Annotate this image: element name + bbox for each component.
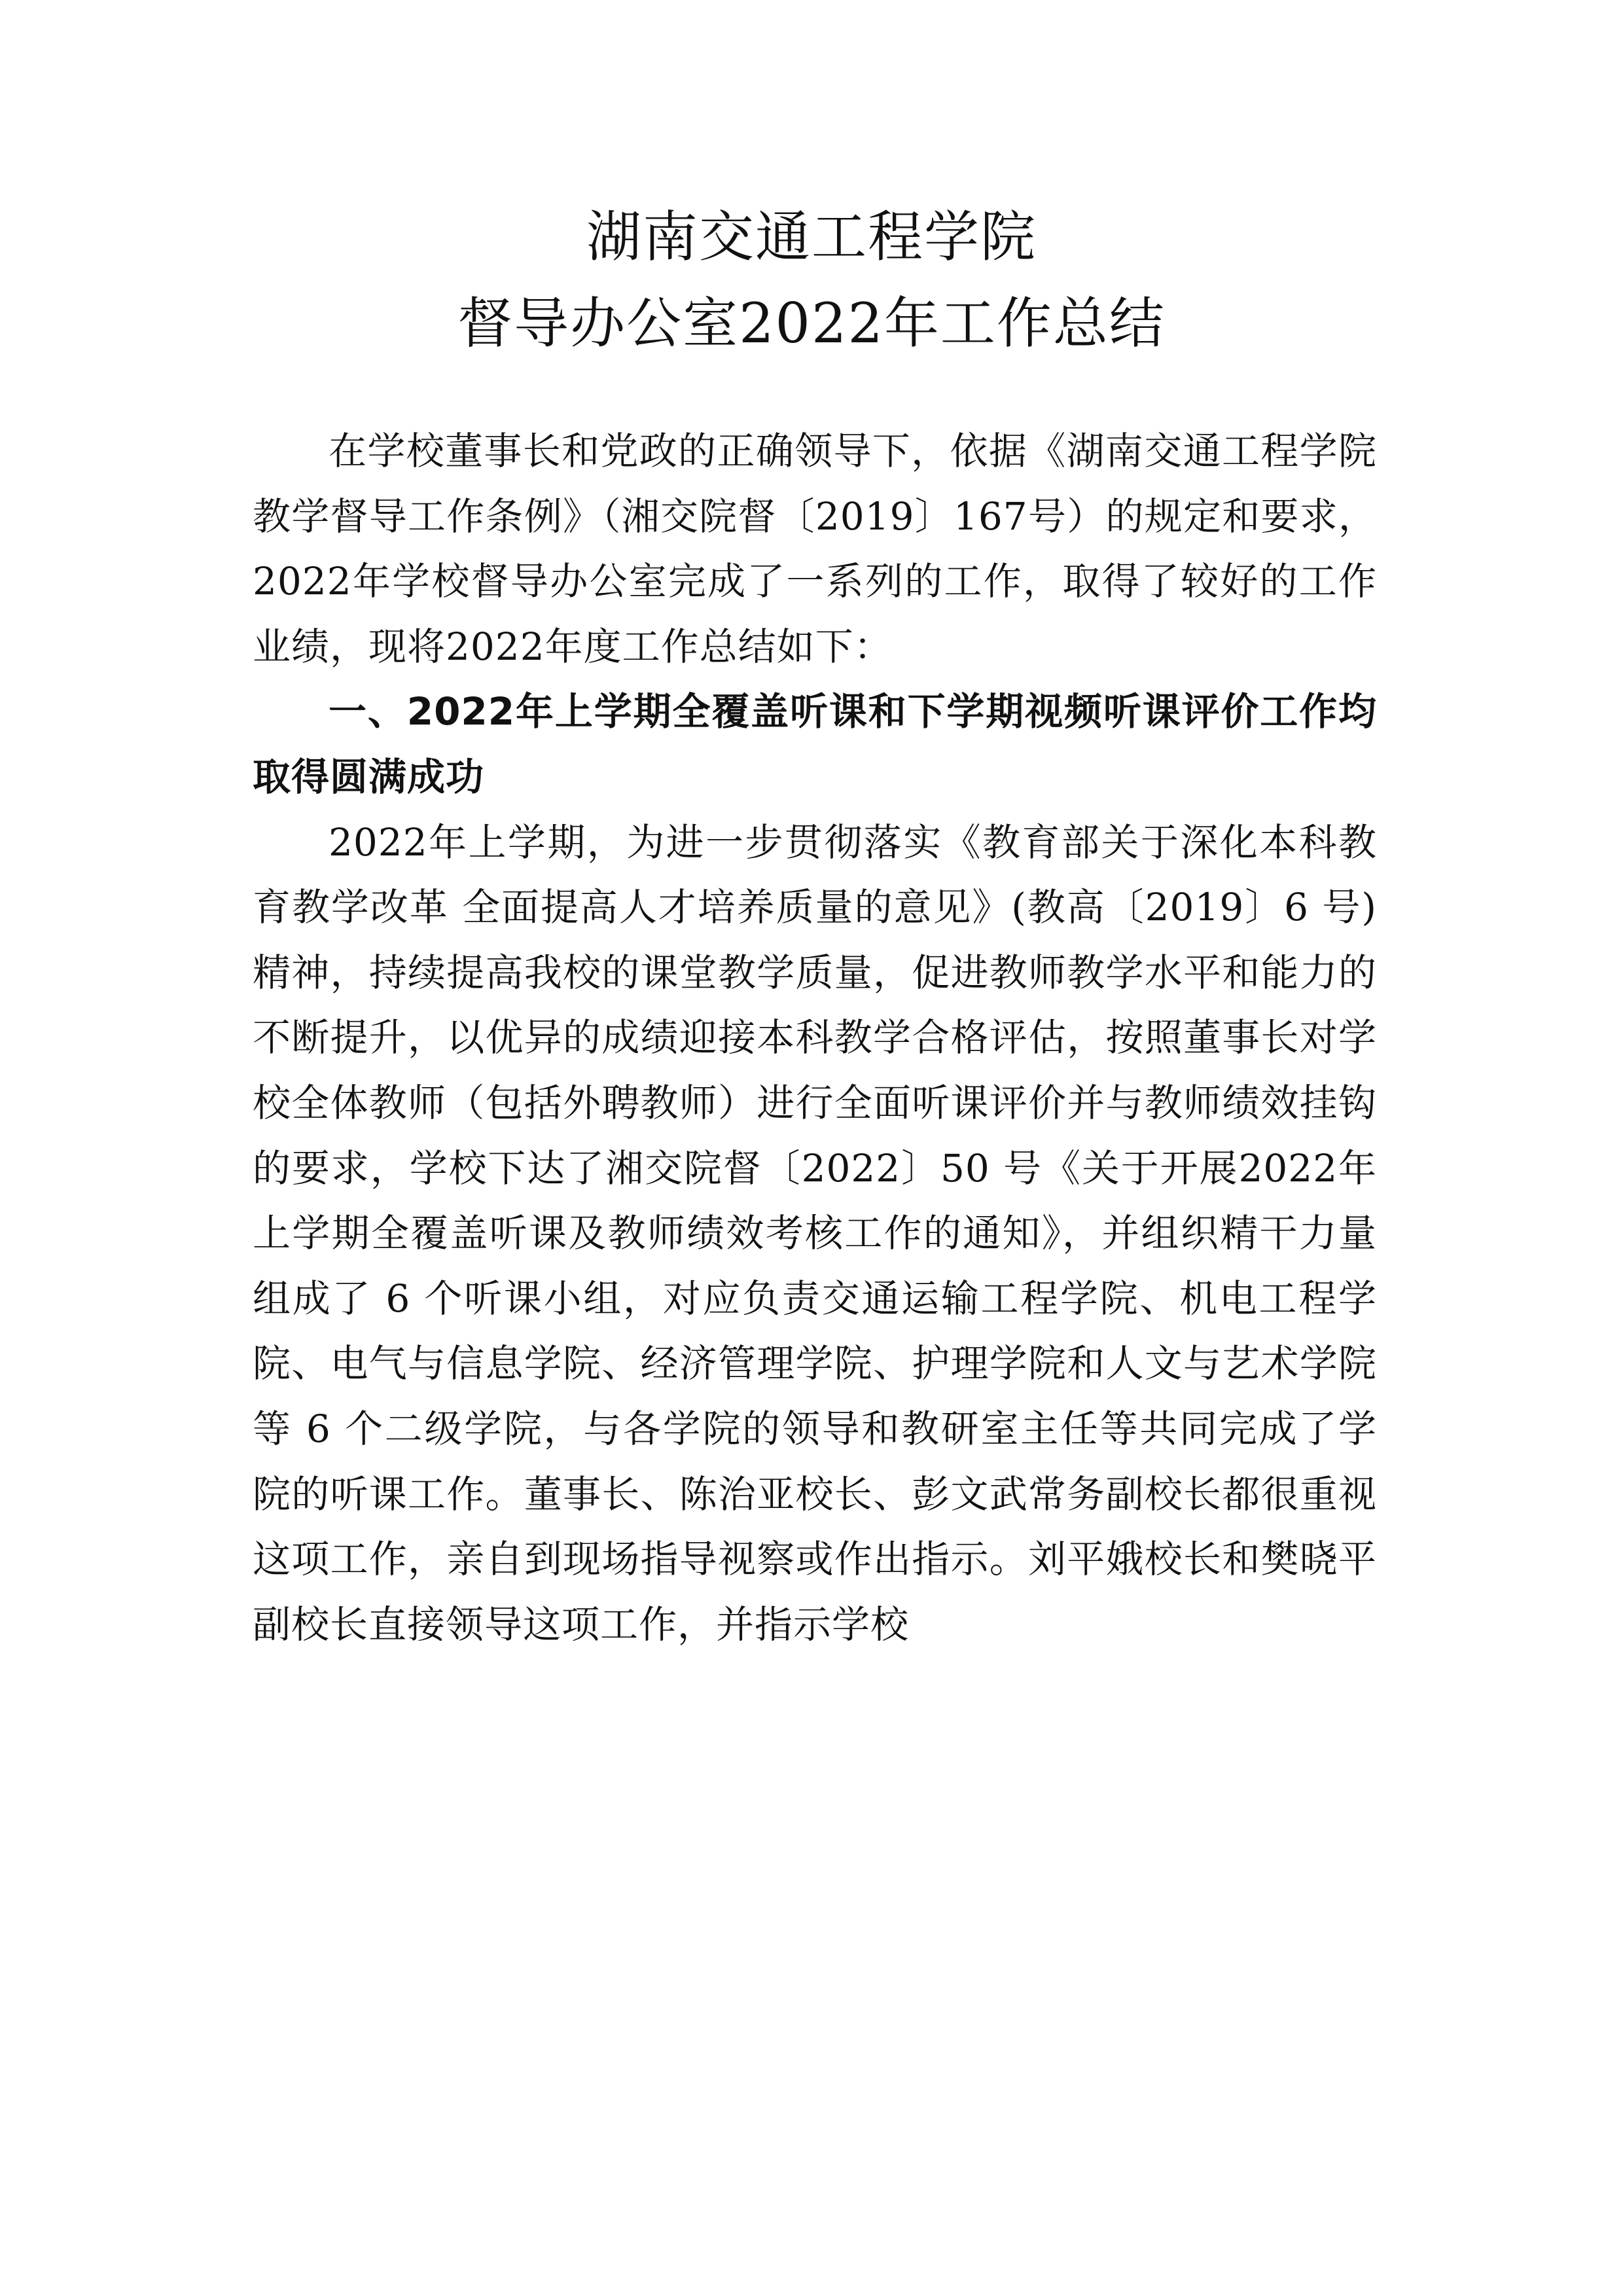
- document-title: [0, 194, 1623, 367]
- section-heading-1: 一、2022年上学期全覆盖听课和下学期视频听课评价工作均取得圆满成功: [253, 689, 1377, 799]
- section-1-paragraph: 2022年上学期，为进一步贯彻落实《教育部关于深化本科教育教学改革 全面提高人才培养质量的意见》(教高〔2019〕6 号)精神，持续提高我校的课堂教学质量，促进教师教学水平和能力的不断提升，以优异的成绩迎接本科教学合格评估，按照董事长对学校全体教师（包括外聘教师）进行全面听课评价并与教师绩效挂钩的要求，学校下达了湘交院督〔2022〕50 号《关于开展2022年上学期全覆盖听课及教师绩效考核工作的通知》，并组织精干力量组成了 6 个听课小组，对应负责交通运输工程学院、机电工程学院、电气与信息学院、经济管理学院、护理学院和人文与艺术学院等 6 个二级学院，与各学院的领导和教研室主任等共同完成了学院的听课工作。董事长、陈治亚校长、彭文武常务副校长都很重视这项工作，亲自到现场指导视察或作出指示。刘平娥校长和樊晓平副校长直接领导这项工作，并指示学校: [253, 819, 1377, 1647]
- title-institution: 湖南交通工程学院: [586, 205, 1037, 269]
- document-body: [253, 419, 1377, 1657]
- title-report: 督导办公室2022年工作总结: [457, 291, 1166, 355]
- intro-paragraph: 在学校董事长和党政的正确领导下，依据《湖南交通工程学院教学督导工作条例》（湘交院督〔2019〕167号）的规定和要求，2022年学校督导办公室完成了一系列的工作，取得了较好的工作业绩，现将2022年度工作总结如下：: [253, 429, 1377, 669]
